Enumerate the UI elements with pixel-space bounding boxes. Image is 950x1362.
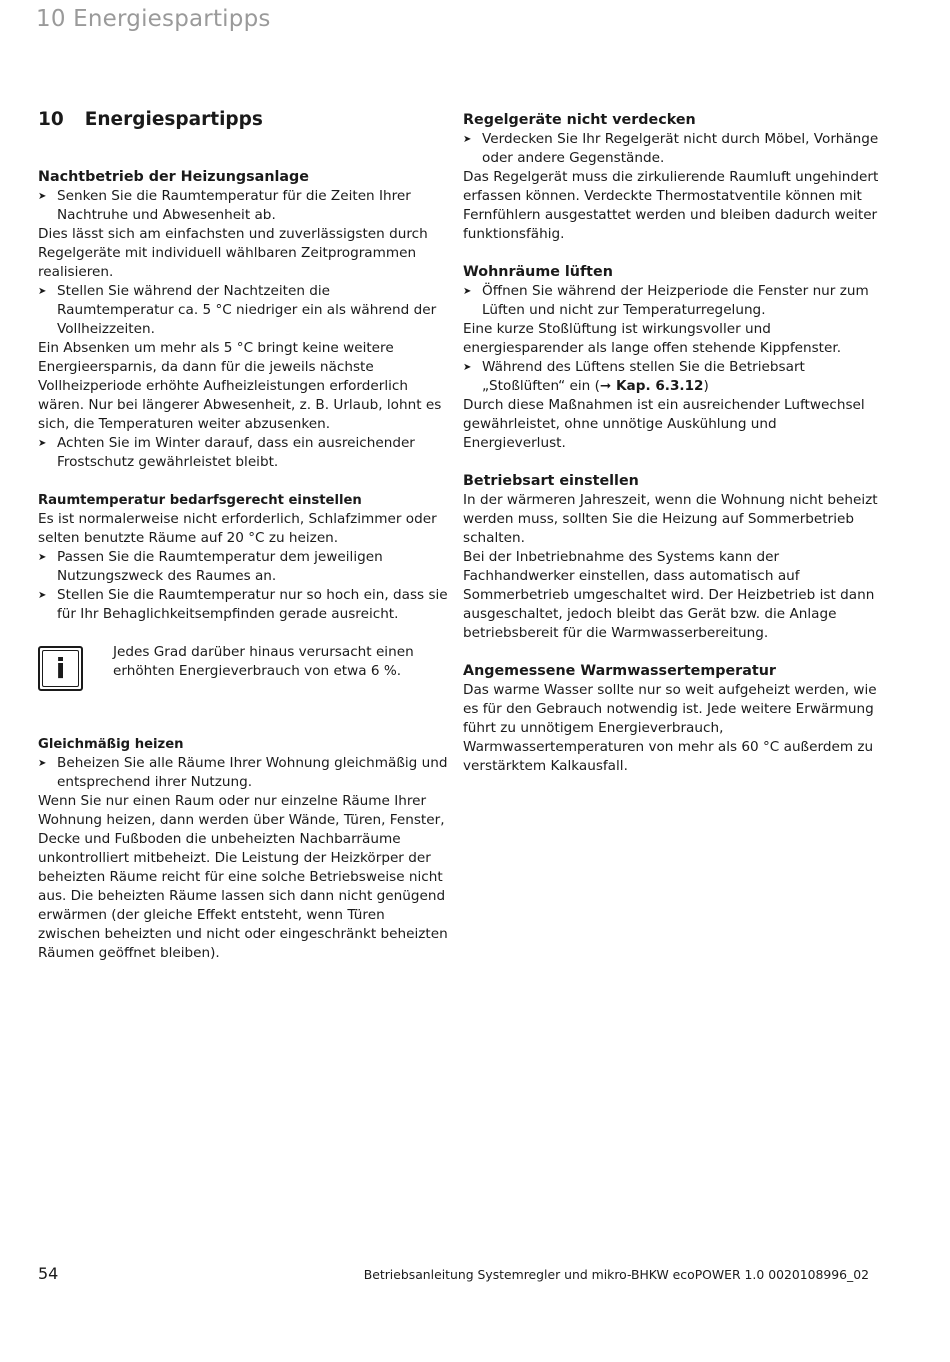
section-heading: Regelgeräte nicht verdecken xyxy=(463,112,696,128)
paragraph: Dies lässt sich am einfachsten und zuverlässigsten durch Regelgeräte mit individuell wählbaren Zeitprogrammen realisieren. xyxy=(38,226,428,280)
instruction-item: ➤ Passen Sie die Raumtemperatur dem jeweiligen Nutzungszweck des Raumes an. xyxy=(38,548,448,586)
paragraph: Das warme Wasser sollte nur so weit aufgeheizt werden, wie es für den Gebrauch notwendig ist. Jede weitere Erwärmung führt zu unnötigem Energieverbrauch, Warmwassertemperaturen von mehr als 60 °C außerdem zu verstärktem Kalkausfall. xyxy=(463,682,877,774)
section-betriebsart xyxy=(463,472,883,643)
page-number: 54 xyxy=(38,1264,59,1283)
paragraph: Das Regelgerät muss die zirkulierende Raumluft ungehindert erfassen können. Verdeckte Thermostatventile können mit Fernfühlern ausgestattet werden und bleiben dadurch weiter funktionsfähig. xyxy=(463,169,879,242)
section-heading: Betriebsart einstellen xyxy=(463,473,639,489)
section-heading: Wohnräume lüften xyxy=(463,264,613,280)
chapter-title xyxy=(38,108,448,132)
instruction-text-end: ) xyxy=(703,378,709,394)
section-heading: Nachtbetrieb der Heizungsanlage xyxy=(38,169,309,185)
section-regelgeraete xyxy=(463,111,883,244)
right-column xyxy=(463,111,883,776)
chapter-number: 10 xyxy=(38,109,64,130)
paragraph: Wenn Sie nur einen Raum oder nur einzelne Räume Ihrer Wohnung heizen, dann werden über Wände, Türen, Fenster, Decke und Fußboden die unbeheizten Nachbarräume unkontrolliert mitbeheizt. Die Leistung der Heizkörper der beheizten Räume reicht für eine solche Betriebsweise nicht aus. Die beheizten Räume lassen sich dann nicht genügend erwärmen (der gleiche Effekt entsteht, wenn Türen zwischen beheizten und nicht oder eingeschränkt beheizten Räumen geöffnet bleiben). xyxy=(38,793,448,961)
paragraph: Durch diese Maßnahmen ist ein ausreichender Luftwechsel gewährleistet, ohne unnötige Auskühlung und Energieverlust. xyxy=(463,397,865,451)
section-heading: Gleichmäßig heizen xyxy=(38,737,184,752)
left-column xyxy=(38,108,448,963)
chapter-reference-link[interactable]: ➞ Kap. 6.3.12 xyxy=(599,378,704,394)
running-head: 10 Energiespartipps xyxy=(36,6,271,32)
paragraph: In der wärmeren Jahreszeit, wenn die Wohnung nicht beheizt werden muss, sollten Sie die Heizung auf Sommerbetrieb schalten. xyxy=(463,492,878,546)
section-gleichmaessig xyxy=(38,735,448,963)
info-icon: i xyxy=(38,646,83,691)
chapter-name: Energiespartipps xyxy=(84,109,263,130)
instruction-item: ➤ Senken Sie die Raumtemperatur für die Zeiten Ihrer Nachtruhe und Abwesenheit ab. xyxy=(38,187,448,225)
info-note xyxy=(38,643,448,691)
section-nachtbetrieb xyxy=(38,168,448,472)
instruction-item: ➤ Verdecken Sie Ihr Regelgerät nicht durch Möbel, Vorhänge oder andere Gegenstände. xyxy=(463,130,883,168)
section-warmwasser xyxy=(463,662,883,776)
info-note-text: Jedes Grad darüber hinaus verursacht einen erhöhten Energieverbrauch von etwa 6 %. xyxy=(113,644,414,679)
paragraph: Ein Absenken um mehr als 5 °C bringt keine weitere Energieersparnis, da dann für die jeweils nächste Vollheizperiode erhöhte Aufheizleistungen erforderlich wären. Nur bei längerer Abwesenheit, z. B. Urlaub, lohnt es sich, die Temperaturen weiter abzusenken. xyxy=(38,340,442,432)
section-heading: Angemessene Warmwassertemperatur xyxy=(463,663,776,679)
footer-document-title: Betriebsanleitung Systemregler und mikro-BHKW ecoPOWER 1.0 0020108996_02 xyxy=(363,1267,869,1282)
paragraph: Es ist normalerweise nicht erforderlich, Schlafzimmer oder selten benutzte Räume auf 20 °C zu heizen. xyxy=(38,511,437,546)
instruction-item: ➤ Beheizen Sie alle Räume Ihrer Wohnung gleichmäßig und entsprechend ihrer Nutzung. xyxy=(38,754,448,792)
paragraph: Eine kurze Stoßlüftung ist wirkungsvoller und energiesparender als lange offen stehende Kippfenster. xyxy=(463,321,842,356)
instruction-item: ➤ Öffnen Sie während der Heizperiode die Fenster nur zum Lüften und nicht zur Temperaturregelung. xyxy=(463,282,883,320)
instruction-item xyxy=(463,358,883,396)
instruction-item: ➤ Stellen Sie während der Nachtzeiten die Raumtemperatur ca. 5 °C niedriger ein als während der Vollheizzeiten. xyxy=(38,282,448,339)
paragraph: Bei der Inbetriebnahme des Systems kann der Fachhandwerker einstellen, dass automatisch auf Sommerbetrieb umgeschaltet wird. Der Heizbetrieb ist dann ausgeschaltet, jedoch bleibt das Gerät bzw. die Anlage betriebsbereit für die Warmwasserbereitung. xyxy=(463,549,875,641)
instruction-item: ➤ Achten Sie im Winter darauf, dass ein ausreichender Frostschutz gewährleistet bleibt. xyxy=(38,434,448,472)
section-heading: Raumtemperatur bedarfsgerecht einstellen xyxy=(38,493,362,508)
instruction-text: Während des Lüftens stellen Sie die Betriebsart „Stoßlüften“ ein ( xyxy=(482,359,805,394)
section-raumtemperatur xyxy=(38,491,448,691)
instruction-item: ➤ Stellen Sie die Raumtemperatur nur so hoch ein, dass sie für Ihr Behaglichkeitsempfinden gerade ausreicht. xyxy=(38,586,448,624)
section-lueften xyxy=(463,263,883,453)
